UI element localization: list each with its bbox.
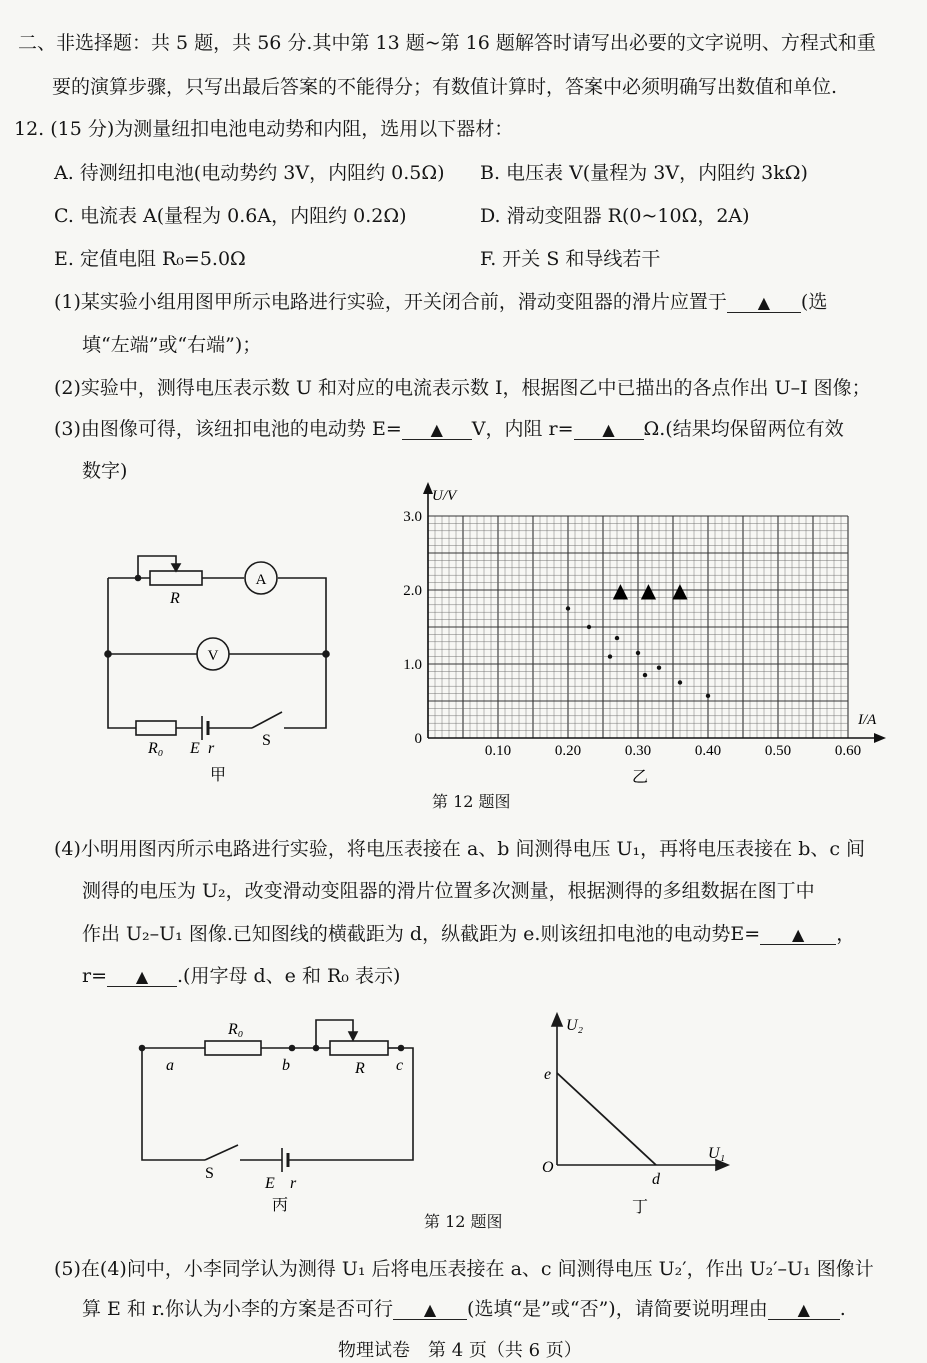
data-point	[587, 625, 591, 629]
part2-line: (2)实验中，测得电压表示数 U 和对应的电流表示数 I，根据图乙中已描出的各点作出 U–I 图像；	[54, 377, 871, 399]
x-tick-label: 0.40	[694, 743, 722, 759]
data-point	[678, 680, 682, 684]
figure-jia-name: 甲	[210, 765, 227, 784]
answer-blank-emf[interactable]: ▲	[402, 420, 472, 440]
part3-text-c: Ω.(结果均保留两位有效	[643, 418, 844, 440]
ding-line	[557, 1073, 656, 1165]
part5-text-b: 算 E 和 r.你认为小李的方案是否可行	[82, 1298, 394, 1320]
internal-r-label-bing: r	[290, 1175, 297, 1192]
part5-line2	[82, 1298, 846, 1321]
answer-blank-r-2[interactable]: ▲	[107, 967, 177, 987]
part5-text-c: (选填“是”或“否”)，请简要说明理由	[467, 1298, 768, 1320]
triangle-mark: ▲	[640, 578, 657, 602]
switch-blade	[252, 712, 282, 728]
part1-text-b: (选	[800, 291, 828, 313]
r0-label: R₀	[148, 740, 164, 757]
ding-origin-label: O	[542, 1159, 554, 1176]
x-axis-arrow	[874, 733, 886, 743]
option-c: C. 电流表 A(量程为 0.6A，内阻约 0.2Ω)	[54, 205, 407, 227]
rheostat-label-bing: R	[355, 1060, 365, 1077]
figure-ding-name: 丁	[632, 1197, 649, 1216]
emf-label: E	[190, 740, 200, 757]
x-tick-label: 0.20	[554, 743, 582, 759]
part3-line2: 数字)	[82, 460, 128, 482]
x-tick-label: 0.10	[484, 743, 512, 759]
switch-label-bing: S	[205, 1165, 214, 1182]
y-tick-label: 1.0	[403, 657, 422, 673]
option-f: F. 开关 S 和导线若干	[480, 248, 661, 270]
wire	[108, 578, 136, 728]
part4-text-d: r=	[82, 965, 108, 987]
answer-blank-r[interactable]: ▲	[574, 420, 644, 440]
part4-text-c: 作出 U₂–U₁ 图像.已知图线的横截距为 d，纵截距为 e.则该纽扣电池的电动势E=	[82, 923, 761, 945]
rheostat-slider-bing	[316, 1020, 353, 1048]
ammeter-label: A	[255, 572, 267, 588]
figure-caption-1: 第 12 题图	[432, 792, 511, 811]
part5-line1: (5)在(4)问中，小李同学认为测得 U₁ 后将电压表接在 a、c 间测得电压 U₂′，作出 U₂′–U₁ 图像计	[54, 1258, 874, 1280]
part4-line3	[82, 923, 855, 946]
answer-blank-reason[interactable]: ▲	[768, 1300, 840, 1320]
slider-arrow	[172, 564, 180, 571]
rheostat-label: R	[170, 590, 180, 607]
ding-d-label: d	[652, 1171, 660, 1188]
triangle-mark: ▲	[672, 578, 688, 602]
part4-comma: ，	[836, 923, 856, 945]
emf-label-bing: E	[265, 1175, 275, 1192]
rheostat-r	[150, 571, 202, 585]
part4-line2: 测得的电压为 U₂，改变滑动变阻器的滑片位置多次测量，根据测得的多组数据在图丁中	[82, 880, 815, 902]
y-tick-label: 0	[414, 731, 422, 747]
x-tick-label: 0.50	[764, 743, 792, 759]
x-tick-label: 0.30	[624, 743, 652, 759]
part4-line4	[82, 965, 400, 988]
x-tick-label: 0.60	[834, 743, 862, 759]
node-b-label: b	[282, 1057, 290, 1074]
rheostat-r-bing	[330, 1041, 388, 1055]
voltmeter-label: V	[207, 648, 219, 664]
part4-text-e: .(用字母 d、e 和 R₀ 表示)	[177, 965, 401, 987]
switch-blade-bing	[205, 1145, 238, 1160]
y-tick-label: 3.0	[403, 509, 422, 525]
figure-bing-name: 丙	[272, 1195, 289, 1214]
data-point	[657, 666, 661, 670]
data-point	[615, 636, 619, 640]
answer-blank-feasible[interactable]: ▲	[393, 1300, 467, 1320]
r0-label-bing: R₀	[228, 1021, 244, 1038]
section-line-1: 二、非选择题：共 5 题，共 56 分.其中第 13 题~第 16 题解答时请写出必要的文字说明、方程式和重	[18, 32, 876, 54]
ding-e-label: e	[544, 1066, 552, 1083]
option-d: D. 滑动变阻器 R(0~10Ω，2A)	[480, 205, 750, 227]
option-b: B. 电压表 V(量程为 3V，内阻约 3kΩ)	[480, 162, 808, 184]
rheostat-slider	[138, 556, 176, 578]
part1-line2: 填“左端”或“右端”)；	[82, 334, 262, 356]
switch-label: S	[262, 732, 271, 749]
y-tick-label: 2.0	[403, 583, 422, 599]
figure-caption-2: 第 12 题图	[424, 1212, 503, 1231]
resistor-r0-bing	[205, 1041, 261, 1055]
answer-blank-1[interactable]: ▲	[727, 293, 801, 313]
section-line-2: 要的演算步骤，只写出最后答案的不能得分；有数值计算时，答案中必须明确写出数值和单位.	[52, 76, 838, 98]
internal-r-label: r	[208, 740, 215, 757]
figure-yi-name: 乙	[632, 767, 649, 786]
node-c-label: c	[396, 1057, 404, 1074]
page-footer: 物理试卷 第 4 页（共 6 页）	[338, 1340, 582, 1361]
ding-x-label: U₁	[708, 1145, 726, 1162]
circuit-bing	[140, 1020, 414, 1172]
part4-line1: (4)小明用图丙所示电路进行实验，将电压表接在 a、b 间测得电压 U₁，再将电压表接在 b、c 间	[54, 838, 866, 860]
ding-y-label: U₂	[566, 1017, 584, 1034]
data-point	[643, 673, 647, 677]
resistor-r0	[136, 721, 176, 735]
data-point	[636, 651, 640, 655]
node-a-label: a	[166, 1057, 174, 1074]
data-point	[608, 654, 612, 658]
data-point	[566, 606, 570, 610]
question-stem: 12. (15 分)为测量纽扣电池电动势和内阻，选用以下器材：	[14, 118, 514, 140]
option-e: E. 定值电阻 R₀=5.0Ω	[54, 248, 246, 270]
data-point	[706, 694, 710, 698]
graph-yi	[403, 482, 886, 759]
answer-blank-emf-2[interactable]: ▲	[760, 925, 836, 945]
x-axis-label: I/A	[858, 712, 877, 728]
triangle-mark: ▲	[612, 578, 629, 602]
part1-text-a: (1)某实验小组用图甲所示电路进行实验，开关闭合前，滑动变阻器的滑片应置于	[54, 291, 727, 313]
option-a: A. 待测纽扣电池(电动势约 3V，内阻约 0.5Ω)	[54, 162, 445, 184]
part3-text-b: V，内阻 r=	[471, 418, 574, 440]
part3-text-a: (3)由图像可得，该纽扣电池的电动势 E=	[54, 418, 402, 440]
graph-ding	[552, 1014, 728, 1170]
part5-period: .	[839, 1298, 846, 1320]
y-axis-label: U/V	[432, 488, 457, 504]
